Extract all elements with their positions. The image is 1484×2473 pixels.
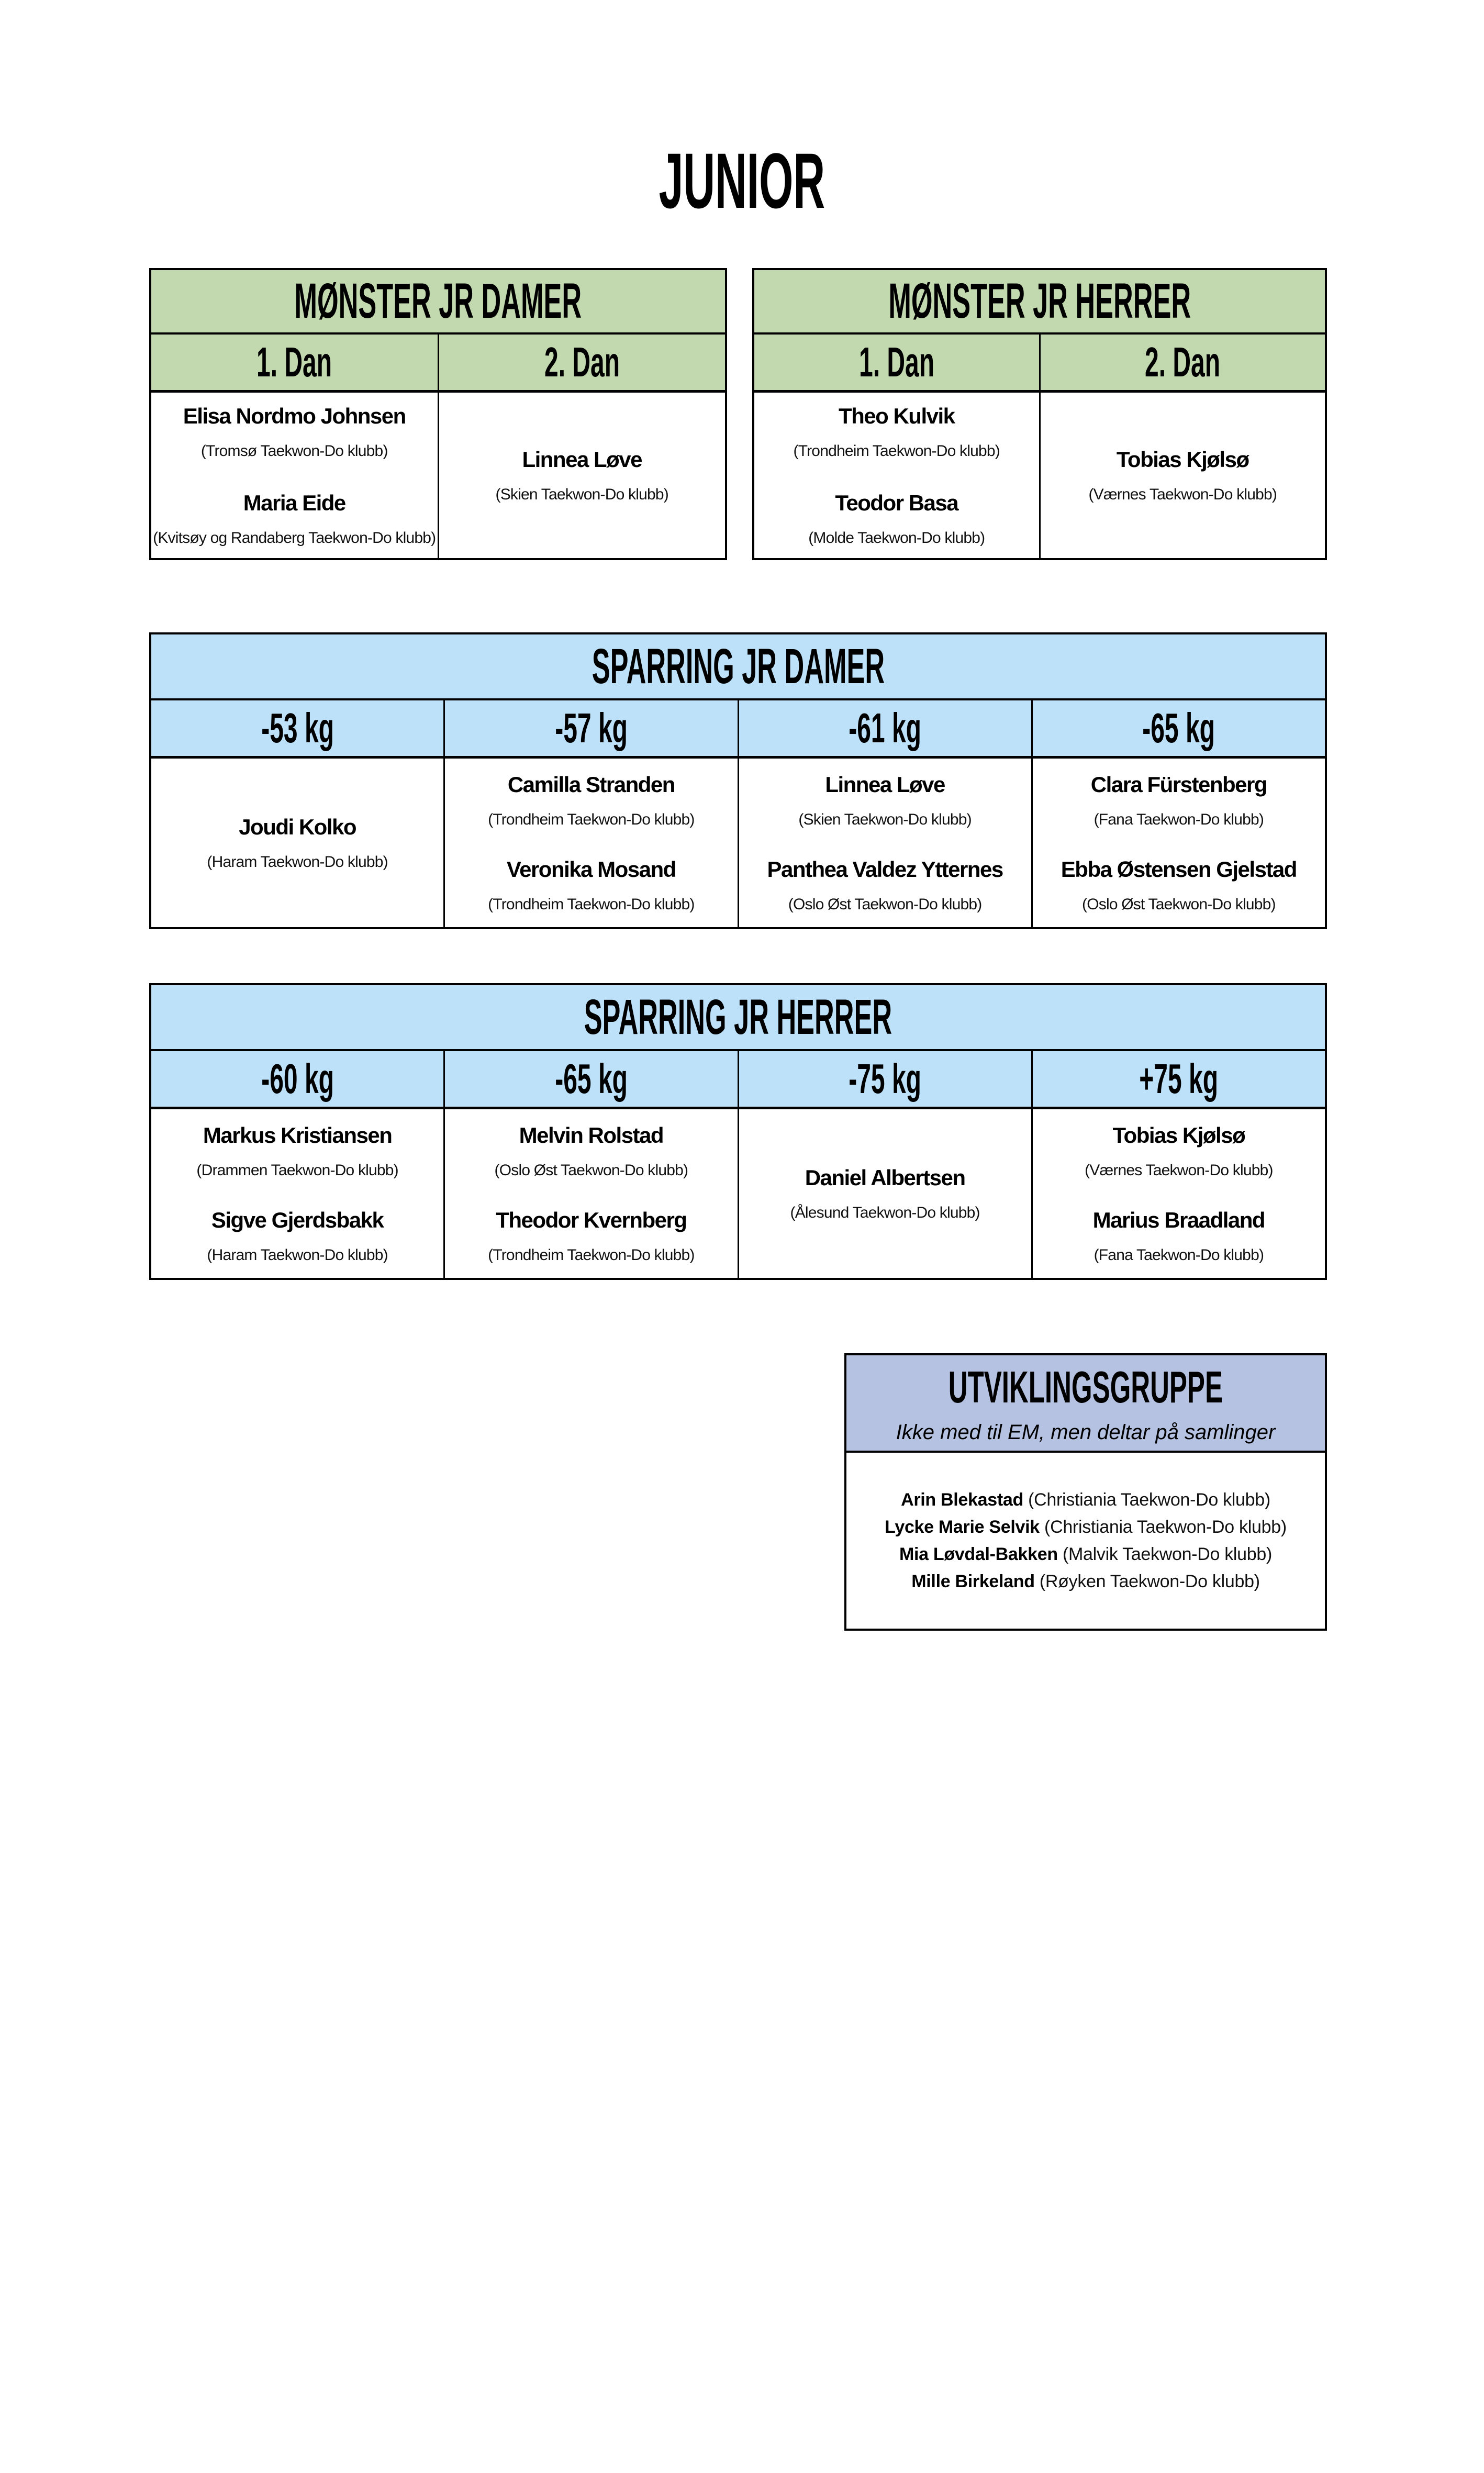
monster-jr-damer-table [149,268,727,560]
column-header [1031,700,1325,756]
column-header [151,335,438,390]
development-group-list [846,1453,1325,1629]
column-header [151,700,443,756]
table-cell [443,1109,737,1278]
athlete-club: (Oslo Øst Taekwon-Do klubb) [788,896,982,913]
athlete-name: Theodor Kvernberg [496,1208,687,1232]
athlete-club: (Haram Taekwon-Do klubb) [207,1246,388,1264]
member-name: Arin Blekastad [901,1490,1023,1510]
athlete-name: Melvin Rolstad [519,1123,664,1148]
athlete-entry [1061,857,1297,914]
athlete-name: Maria Eide [243,491,345,515]
table-body-row [754,393,1325,558]
table-title-row [151,634,1325,700]
column-header [738,700,1031,756]
development-subtitle: Ikke med til EM, men deltar på samlinger [896,1420,1276,1444]
column-header [1031,1051,1325,1107]
athlete-name: Theo Kulvik [838,404,955,428]
column-header [443,1051,737,1107]
table-body-row [151,759,1325,927]
athlete-club: (Tromsø Taekwon-Do klubb) [200,442,388,460]
table-title: MØNSTER JR DAMER [294,273,582,329]
column-header-label: -53 kg [261,705,334,751]
column-header [754,335,1039,390]
column-header [738,1051,1031,1107]
athlete-name: Joudi Kolko [239,815,356,839]
column-header-label: 2. Dan [544,339,620,385]
athlete-name: Ebba Østensen Gjelstad [1061,857,1297,882]
page-title [0,137,1484,225]
column-header-label: -57 kg [555,705,628,751]
athlete-club: (Oslo Øst Taekwon-Do klubb) [494,1162,688,1179]
table-cell [151,759,443,927]
athlete-entry [496,447,668,504]
column-header [1039,335,1325,390]
member-club: (Røyken Taekwon-Do klubb) [1039,1572,1260,1591]
table-cell [738,759,1031,927]
table-cell [754,393,1039,558]
athlete-club: (Værnes Taekwon-Do klubb) [1085,1162,1273,1179]
athlete-club: (Skien Taekwon-Do klubb) [495,486,668,503]
monster-jr-herrer-table [752,268,1327,560]
table-cell [151,393,438,558]
table-cell [738,1109,1031,1278]
development-member [899,1544,1272,1564]
athlete-name: Sigve Gjerdsbakk [211,1208,384,1232]
athlete-entry [183,404,406,460]
column-header-label: +75 kg [1139,1055,1219,1102]
athlete-name: Veronika Mosand [506,857,676,882]
athlete-club: (Trondheim Taekwon-Do klubb) [793,442,1000,460]
development-group-header [846,1355,1325,1453]
column-header [443,700,737,756]
column-header-label: -61 kg [849,705,921,751]
athlete-club: (Drammen Taekwon-Do klubb) [196,1162,398,1179]
page-title-text: JUNIOR [659,137,825,225]
athlete-club: (Trondheim Taekwon-Do klubb) [488,896,695,913]
athlete-club: (Værnes Taekwon-Do klubb) [1088,486,1277,503]
athlete-name: Linnea Løve [522,447,642,472]
column-header-label: -65 kg [1142,705,1215,751]
column-header-label: 2. Dan [1145,339,1221,385]
athlete-entry [495,1123,688,1179]
development-group-box [844,1353,1327,1631]
table-cell [1031,1109,1325,1278]
member-name: Mia Løvdal-Bakken [899,1544,1058,1564]
athlete-entry [767,857,1002,914]
athlete-entry [1091,772,1267,829]
table-cell [438,393,726,558]
table-title: SPARRING JR DAMER [592,638,885,694]
column-header-row [151,700,1325,759]
athlete-name: Linnea Løve [825,772,945,797]
athlete-name: Tobias Kjølsø [1112,1123,1245,1148]
table-cell [443,759,737,927]
athlete-name: Daniel Albertsen [805,1165,965,1190]
column-header-label: -75 kg [849,1055,921,1102]
column-header-label: -60 kg [261,1055,334,1102]
member-name: Mille Birkeland [911,1572,1035,1591]
athlete-entry [794,404,1000,460]
athlete-name: Clara Fürstenberg [1090,772,1267,797]
athlete-entry [798,772,971,829]
athlete-entry [1088,447,1277,504]
table-body-row [151,393,725,558]
development-member [885,1517,1287,1537]
athlete-name: Marius Braadland [1092,1208,1265,1232]
athlete-entry [207,815,387,871]
column-header [438,335,726,390]
column-header-row [754,335,1325,393]
athlete-club: (Ålesund Taekwon-Do klubb) [790,1204,980,1221]
table-body-row [151,1109,1325,1278]
column-header-row [151,335,725,393]
athlete-entry [790,1165,980,1222]
sparring-jr-damer-table [149,632,1327,929]
athlete-name: Teodor Basa [835,491,958,515]
column-header [151,1051,443,1107]
member-name: Lycke Marie Selvik [885,1517,1040,1537]
athlete-entry [488,772,694,829]
athlete-entry [153,491,436,547]
athlete-club: (Oslo Øst Taekwon-Do klubb) [1082,896,1276,913]
athlete-entry [488,857,694,914]
athlete-name: Tobias Kjølsø [1116,447,1249,472]
column-header-row [151,1051,1325,1109]
member-club: (Malvik Taekwon-Do klubb) [1063,1544,1273,1564]
athlete-entry [808,491,985,547]
column-header-label: 1. Dan [256,339,332,385]
athlete-entry [1093,1208,1265,1264]
athlete-entry [207,1208,387,1264]
athlete-name: Camilla Stranden [507,772,675,797]
table-title-row [754,270,1325,335]
development-member [901,1490,1270,1510]
table-title-row [151,270,725,335]
athlete-club: (Trondheim Taekwon-Do klubb) [488,1246,695,1264]
column-header-label: -65 kg [555,1055,628,1102]
column-header-label: 1. Dan [858,339,934,385]
table-cell [151,1109,443,1278]
athlete-club: (Fana Taekwon-Do klubb) [1094,811,1264,828]
development-member [911,1572,1259,1591]
athlete-club: (Haram Taekwon-Do klubb) [207,853,388,871]
development-title: UTVIKLINGSGRUPPE [948,1362,1223,1412]
table-cell [1031,759,1325,927]
athlete-club: (Trondheim Taekwon-Do klubb) [488,811,695,828]
table-title: MØNSTER JR HERRER [888,273,1191,329]
athlete-name: Markus Kristiansen [203,1123,392,1148]
athlete-entry [488,1208,694,1264]
athlete-club: (Kvitsøy og Randaberg Taekwon-Do klubb) [153,529,436,547]
member-club: (Christiania Taekwon-Do klubb) [1028,1490,1270,1510]
member-club: (Christiania Taekwon-Do klubb) [1044,1517,1287,1537]
athlete-entry [196,1123,398,1179]
athlete-name: Elisa Nordmo Johnsen [183,404,406,428]
athlete-entry [1085,1123,1273,1179]
athlete-name: Panthea Valdez Ytternes [767,857,1003,882]
table-cell [1039,393,1325,558]
athlete-club: (Molde Taekwon-Do klubb) [808,529,985,547]
table-title: SPARRING JR HERRER [584,989,892,1045]
sparring-jr-herrer-table [149,983,1327,1280]
athlete-club: (Fana Taekwon-Do klubb) [1094,1246,1264,1264]
table-title-row [151,985,1325,1051]
athlete-club: (Skien Taekwon-Do klubb) [798,811,972,828]
